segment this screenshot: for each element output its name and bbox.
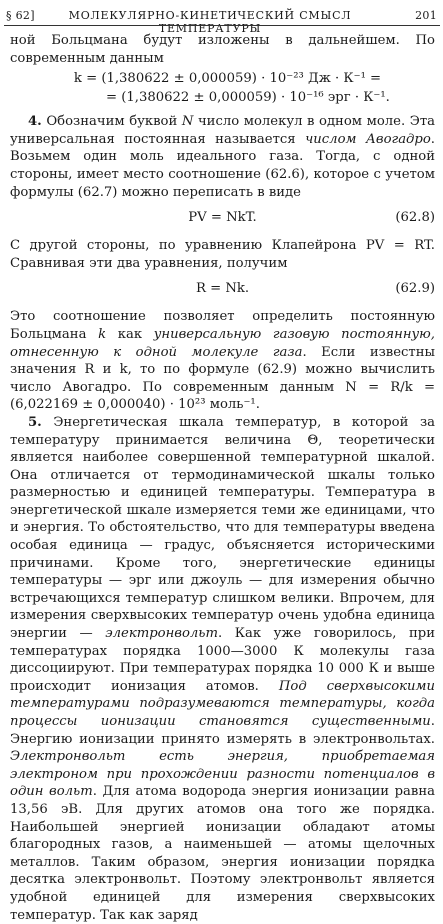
paragraph-4: 4. Обозначим буквой N число молекул в одном моле. Эта универсальная постоянная называется числом Авогадро. Возьмем один моль идеального газа. Тогда, с одной стороны, имеет место соотношение (62.6), которое с учетом формулы (62.7) можно переписать в виде (10, 114, 435, 200)
page-header-title: МОЛЕКУЛЯРНО-КИНЕТИЧЕСКИЙ СМЫСЛ ТЕМПЕРАТУРЫ (68, 9, 352, 35)
running-header (0, 3, 443, 35)
section-mark: § 62] (6, 9, 35, 22)
equation-line-1: k = (1,380622 ± 0,000059) · 10⁻²³ Дж · К⁻¹ = (73, 71, 382, 87)
paragraph-clapeyron: С другой стороны, по уравнению Клапейрона PV = RT. Сравнивая эти два уравнения, получим (10, 238, 435, 271)
italic-term: числом Авогадро (305, 131, 431, 147)
equation-formula: R = Nk. (195, 281, 250, 297)
page-number: 201 (415, 9, 437, 22)
paragraph-number: 4. (28, 114, 42, 130)
equation-62-9 (10, 280, 435, 300)
equation-number: (62.8) (395, 210, 435, 226)
equation-formula: PV = NkT. (188, 210, 257, 226)
italic-term: электронвольт (105, 626, 218, 642)
italic-definition: Электронвольт есть энергия, приобретаемая электроном при прохождении разности потенциалов в один вольт (10, 749, 435, 800)
header-rule (4, 25, 440, 26)
paragraph-avogadro: Это соотношение позволяет определить постоянную Больцмана k как универсальную газовую постоянную, отнесенную к одной молекуле газа. Если известны значения R и k, то по формуле (62.9) можно вычислить число Авогадро. По современным данным N = R/k = (6,022169 ± 0,000040) · 10²³ моль⁻¹. (10, 309, 436, 413)
equation-line-2: = (1,380622 ± 0,000059) · 10⁻¹⁶ эрг · К⁻¹. (106, 90, 390, 106)
equation-62-8 (10, 209, 435, 229)
paragraph-continuation: ной Больцмана будут изложены в дальнейшем. По современным данным (10, 33, 435, 66)
italic-term: универсальную газовую постоянную, отнесенную к одной молекуле газа (10, 326, 435, 360)
page-body (10, 32, 435, 924)
paragraph-5: 5. Энергетическая шкала температур, в которой за температуру принимается величина Θ, теоретически является наиболее совершенной температурной шкалой. Она отличается от термодинамической шкалы только размерностью и единицей температуры. Температура в энергетической шкале измеряется теми же единицами, что и энергия. То обстоятельство, что для температуры введена особая единица — градус, объясняется историческими причинами. Кроме того, энергетические единицы температуры — эрг или джоуль — для измерения обычно встречающихся температур слишком велики. Впрочем, для измерения сверхвысоких температур очень удобна единица энергии — электронвольт. Как уже говорилось, при температурах порядка 1000—3000 К молекулы газа диссоциируют. При температурах порядка 10 000 К и выше происходит ионизация атомов. Под сверхвысокими температурами подразумеваются температуры, когда процессы ионизации становятся существенными. Энергию ионизации принято измерять в электронвольтах. Электронвольт есть энергия, приобретаемая электроном при прохождении разности потенциалов в один вольт. Для атома водорода энергия ионизации равна 13,56 эВ. Для других атомов она того же порядка. Наибольшей энергией ионизации обладают атомы благородных газов, а наименьшей — атомы щелочных металлов. Таким образом, энергия ионизации порядка десятка электронвольт. Поэтому электронвольт является удобной единицей для измерения сверхвысоких температур. Так как заряд (10, 414, 435, 923)
equation-number: (62.9) (395, 281, 435, 297)
italic-definition: Под сверхвысокими температурами подразумеваются температуры, когда процессы ионизации становятся существенными (10, 678, 435, 729)
paragraph-number: 5. (28, 414, 42, 430)
boltzmann-constant-equation (10, 69, 435, 107)
